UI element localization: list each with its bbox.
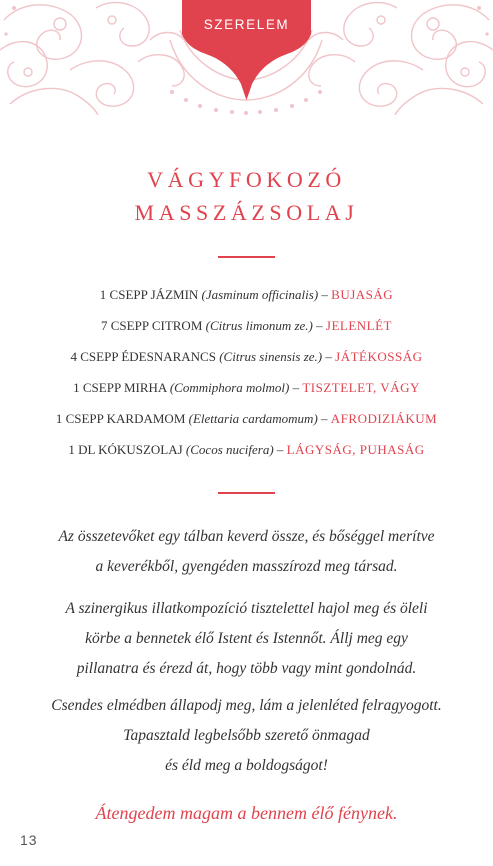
ingredient-row <box>0 283 493 314</box>
ingredient-latin-name: (Cocos nucifera) <box>185 442 274 457</box>
ingredient-separator: – <box>318 287 332 302</box>
ingredient-effect: TISZTELET, VÁGY <box>302 380 420 395</box>
paragraph-line: a keverékből, gyengéden masszírozd meg társad. <box>95 558 398 575</box>
ingredient-list <box>0 283 493 469</box>
ingredient-amount: 7 CSEPP CITROM <box>101 318 203 333</box>
ingredient-row <box>0 314 493 345</box>
ingredient-separator: – <box>312 318 326 333</box>
ingredient-latin-name: (Commiphora molmol) <box>169 380 290 395</box>
ingredient-amount: 1 CSEPP JÁZMIN <box>99 287 199 302</box>
ingredient-effect: LÁGYSÁG, PUHASÁG <box>286 442 425 457</box>
ingredient-effect: JÁTÉKOSSÁG <box>335 349 423 364</box>
ingredient-amount: 1 DL KÓKUSZOLAJ <box>68 442 183 457</box>
ingredient-separator: – <box>317 411 331 426</box>
ingredient-amount: 4 CSEPP ÉDESNARANCS <box>70 349 216 364</box>
ingredient-amount: 1 CSEPP KARDAMOM <box>55 411 186 426</box>
ingredient-row <box>0 345 493 376</box>
ingredient-effect: BUJASÁG <box>331 287 394 302</box>
recipe-title-line-1: VÁGYFOKOZÓ <box>147 167 346 192</box>
ingredient-separator: – <box>273 442 287 457</box>
ingredient-separator: – <box>289 380 303 395</box>
ingredient-row <box>0 376 493 407</box>
paragraph-line: Csendes elmédben állapodj meg, lám a jelenléted felragyogott. <box>51 697 442 714</box>
instruction-paragraph <box>0 522 493 582</box>
meditation-paragraph <box>0 691 493 781</box>
divider-bottom <box>218 492 275 494</box>
chapter-label: SZERELEM <box>203 17 290 32</box>
ingredient-latin-name: (Citrus sinensis ze.) <box>219 349 323 364</box>
paragraph-line: és éld meg a boldogságot! <box>165 757 328 774</box>
ingredient-effect: JELENLÉT <box>325 318 392 333</box>
ingredient-row <box>0 407 493 438</box>
ingredient-latin-name: (Jasminum officinalis) <box>201 287 319 302</box>
paragraph-line: Tapasztald legbelsőbb szerető önmagad <box>123 727 370 744</box>
paragraph-line: A szinergikus illatkompozíció tisztelettel hajol meg és öleli <box>65 600 428 617</box>
ingredient-effect: AFRODIZIÁKUM <box>330 411 438 426</box>
ingredient-separator: – <box>322 349 336 364</box>
ingredient-latin-name: (Citrus limonum ze.) <box>205 318 313 333</box>
ingredient-amount: 1 CSEPP MIRHA <box>73 380 167 395</box>
paragraph-line: Az összetevőket egy tálban keverd össze, és bőséggel merítve <box>58 528 435 545</box>
description-paragraph <box>0 594 493 684</box>
recipe-title-line-2: MASSZÁZSOLAJ <box>134 200 359 225</box>
paragraph-line: pillanatra és érezd át, hogy több vagy mint gondolnád. <box>76 660 417 677</box>
divider-top <box>218 256 275 258</box>
paragraph-line: körbe a bennetek élő Istent és Istennőt. Állj meg egy <box>85 630 408 647</box>
ingredient-latin-name: (Elettaria cardamomum) <box>188 411 318 426</box>
page-number: 13 <box>20 832 38 848</box>
affirmation-quote: Átengedem magam a bennem élő fénynek. <box>95 803 398 823</box>
ingredient-row <box>0 438 493 469</box>
